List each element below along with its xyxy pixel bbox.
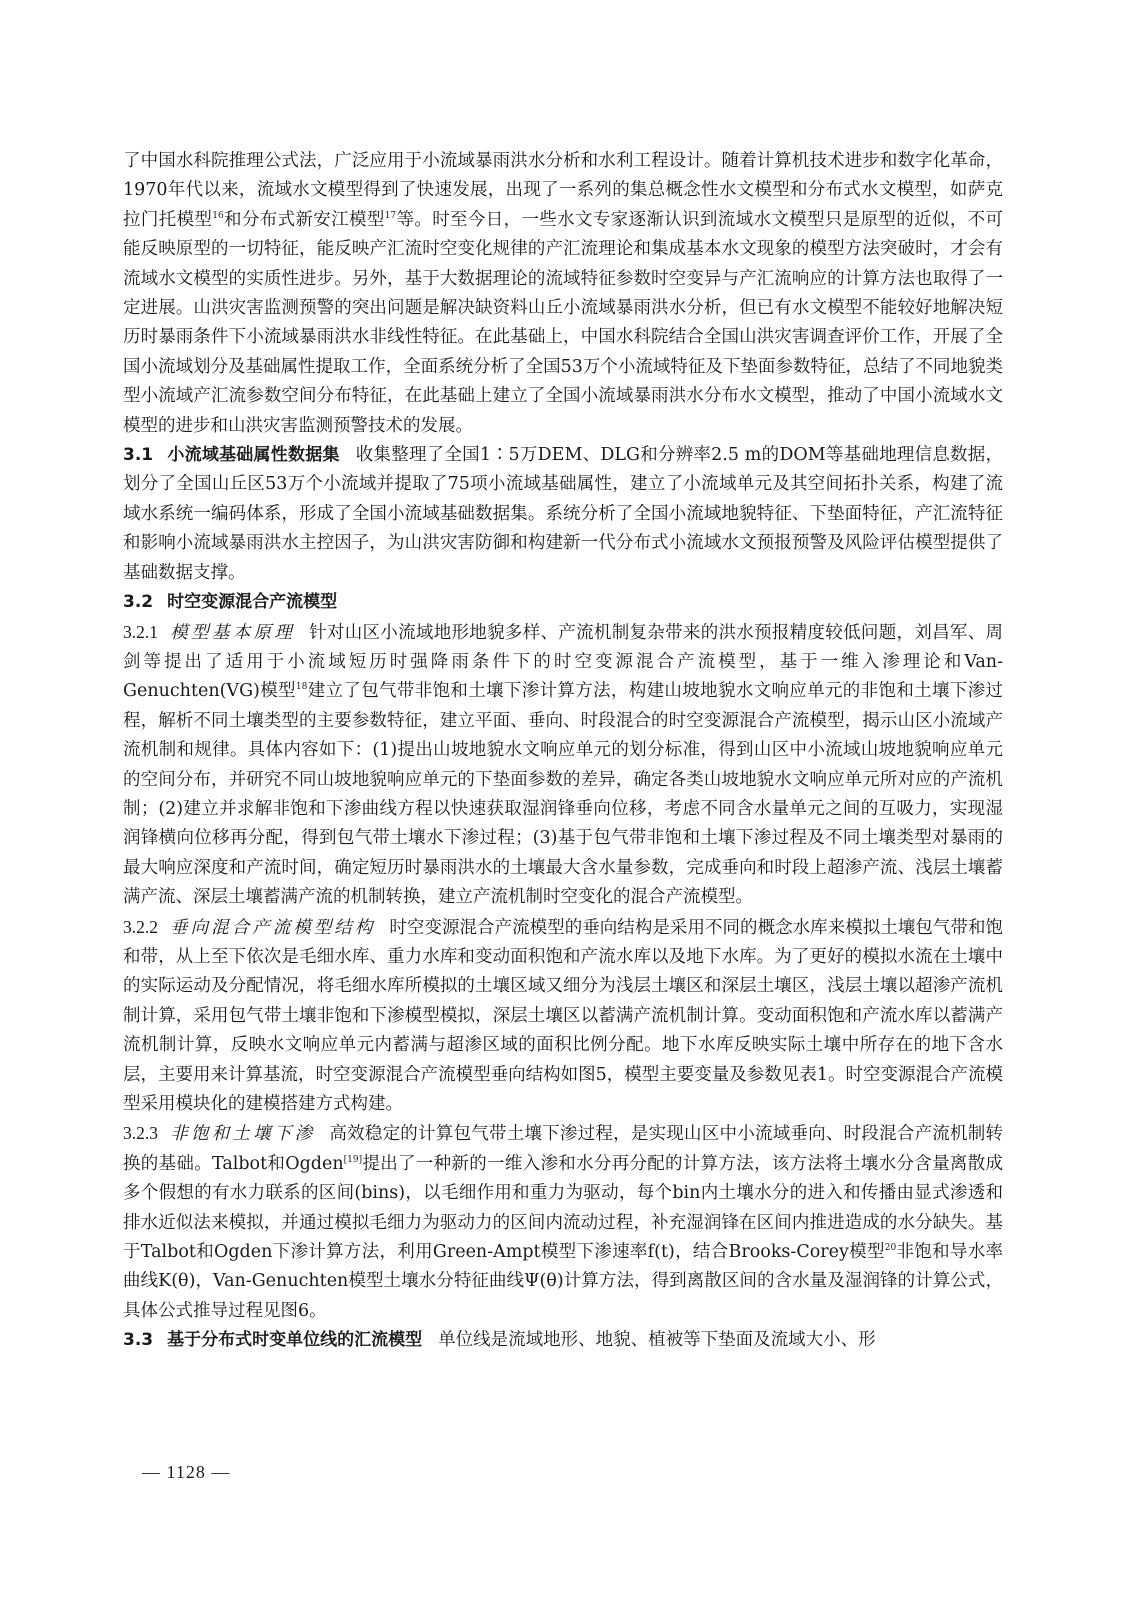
section-3-3-number: 3.3 xyxy=(123,1330,154,1351)
intro-text-a: 了中国水科院推理公式法，广泛应用于小流域暴雨洪水分析和水利工程设计。随着计算机技术进步和数字化革命，1970年代以来，流域水文模型得到了快速发展，出现了一系列的集总概念性水文模型和分布式水文模型，如萨克拉门托模型 xyxy=(123,151,1003,230)
citation-16: 16 xyxy=(212,210,224,221)
section-3-2-1-title: 模型基本原理 xyxy=(170,622,296,643)
section-3-2-heading xyxy=(123,588,1003,617)
section-3-1-title: 小流域基础属性数据集 xyxy=(167,445,340,466)
section-3-2-1 xyxy=(123,618,1003,913)
citation-17: 17 xyxy=(384,210,397,221)
section-3-1-number: 3.1 xyxy=(123,445,154,466)
section-3-2-title: 时空变源混合产流模型 xyxy=(167,592,338,613)
section-3-3-text: 单位线是流域地形、地貌、植被等下垫面及流域大小、形 xyxy=(438,1330,876,1351)
citation-20: 20 xyxy=(884,1243,897,1254)
paragraph-intro xyxy=(123,147,1003,441)
section-3-2-2-number: 3.2.2 xyxy=(123,916,158,937)
section-3-3-title: 基于分布式时变单位线的汇流模型 xyxy=(167,1330,423,1351)
section-3-2-3-text-c: 非饱和导水率曲线K(θ)，Van-Genuchten模型土壤水分特征曲线Ψ(θ)计算方法，得到离散区间的含水量及湿润锋的计算公式，具体公式推导过程见图6。 xyxy=(123,1242,1003,1321)
page-number: — 1128 — xyxy=(142,1462,231,1482)
section-3-2-number: 3.2 xyxy=(123,592,154,613)
section-3-1-text: 收集整理了全国1∶5万DEM、DLG和分辨率2.5 m的DOM等基础地理信息数据，划分了全国山丘区53万个小流域并提取了75项小流域基础属性，建立了小流域单元及其空间拓扑关系，构建了流域水系统一编码体系，形成了全国小流域基础数据集。系统分析了全国小流域地貌特征、下垫面特征，产汇流特征和影响小流域暴雨洪水主控因子，为山洪灾害防御和构建新一代分布式小流域水文预报预警及风险评估模型提供了基础数据支撑。 xyxy=(123,445,1004,583)
section-3-2-2 xyxy=(123,913,1003,1120)
page-body xyxy=(123,147,1003,1356)
intro-text-b: 和分布式新安江模型 xyxy=(223,209,385,230)
intro-text-c: 等。时至今日，一些水文专家逐渐认识到流域水文模型只是原型的近似，不可能反映原型的一切特征，能反映产汇流时空变化规律的产汇流理论和集成基本水文现象的模型方法突破时，才会有流域水文模型的实质性进步。另外，基于大数据理论的流域特征参数时空变异与产汇流响应的计算方法也取得了一定进展。山洪灾害监测预警的突出问题是解决缺资料山丘小流域暴雨洪水分析，但已有水文模型不能较好地解决短历时暴雨条件下小流域暴雨洪水非线性特征。在此基础上，中国水科院结合全国山洪灾害调查评价工作，开展了全国小流域划分及基础属性提取工作，全面系统分析了全国53万个小流域特征及下垫面参数特征，总结了不同地貌类型小流域产汇流参数空间分布特征，在此基础上建立了全国小流域暴雨洪水分布水文模型，推动了中国小流域水文模型的进步和山洪灾害监测预警技术的发展。 xyxy=(123,209,1004,436)
section-3-1 xyxy=(123,441,1003,588)
section-3-2-2-text: 时空变源混合产流模型的垂向结构是采用不同的概念水库来模拟土壤包气带和饱和带，从上至下依次是毛细水库、重力水库和变动面积饱和产流水库以及地下水库。为了更好的模拟水流在土壤中的实际运动及分配情况，将毛细水库所模拟的土壤区域又细分为浅层土壤区和深层土壤区，浅层土壤以超渗产流机制计算，采用包气带土壤非饱和下渗模型模拟，深层土壤区以蓄满产流机制计算。变动面积饱和产流水库以蓄满产流机制计算，反映水文响应单元内蓄满与超渗区域的面积比例分配。地下水库反映实际土壤中所存在的地下含水层，主要用来计算基流，时空变源混合产流模型垂向结构如图5，模型主要变量及参数见表1。时空变源混合产流模型采用模块化的建模搭建方式构建。 xyxy=(123,917,1004,1114)
section-3-3 xyxy=(123,1326,1003,1355)
section-3-2-3 xyxy=(123,1119,1003,1326)
section-3-2-1-text-b: 建立了包气带非饱和土壤下渗计算方法，构建山坡地貌水文响应单元的非饱和土壤下渗过程，解析不同土壤类型的主要参数特征，建立平面、垂向、时段混合的时空变源混合产流模型，揭示山区小流域产流机制和规律。具体内容如下：(1)提出山坡地貌水文响应单元的划分标准，得到山区中小流域山坡地貌响应单元的空间分布，并研究不同山坡地貌响应单元的下垫面参数的差异，确定各类山坡地貌水文响应单元所对应的产流机制；(2)建立并求解非饱和下渗曲线方程以快速获取湿润锋垂向位移，考虑不同含水量单元之间的互吸力，实现湿润锋横向位移再分配，得到包气带土壤水下渗过程；(3)基于包气带非饱和土壤下渗过程及不同土壤类型对暴雨的最大响应深度和产流时间，确定短历时暴雨洪水的土壤最大含水量参数，完成垂向和时段上超渗产流、浅层土壤蓄满产流、深层土壤蓄满产流的机制转换，建立产流机制时空变化的混合产流模型。 xyxy=(123,681,1004,908)
section-3-2-1-text-a: 针对山区小流域地形地貌多样、产流机制复杂带来的洪水预报精度较低问题，刘昌军、周剑等提出了适用于小流域短历时强降雨条件下的时空变源混合产流模型，基于一维入渗理论和Van-Genuchten(VG)模型 xyxy=(123,622,1004,702)
citation-19: [19] xyxy=(343,1154,363,1165)
citation-18: 18 xyxy=(295,682,308,693)
section-3-2-1-number: 3.2.1 xyxy=(123,621,158,642)
section-3-2-3-number: 3.2.3 xyxy=(123,1123,158,1144)
section-3-2-3-text-b: 提出了一种新的一维入渗和水分再分配的计算方法，该方法将土壤水分含量离散成多个假想的有水力联系的区间(bins)，以毛细作用和重力为驱动，每个bin内土壤水分的进入和传播由显式渗透和排水近似法来模拟，并通过模拟毛细力为驱动力的区间内流动过程，补充湿润锋在区间内推进造成的水分缺失。基于Talbot和Ogden下渗计算方法，利用Green-Ampt模型下渗速率f(t)，结合Brooks-Corey模型 xyxy=(123,1153,1004,1263)
section-3-2-3-title: 非饱和土壤下渗 xyxy=(170,1124,316,1145)
section-3-2-2-title: 垂向混合产流模型结构 xyxy=(170,917,376,938)
section-3-2-3-text-a: 高效稳定的计算包气带土壤下渗过程，是实现山区中小流域垂向、时段混合产流机制转换的基础。Talbot和Ogden xyxy=(123,1124,1004,1174)
